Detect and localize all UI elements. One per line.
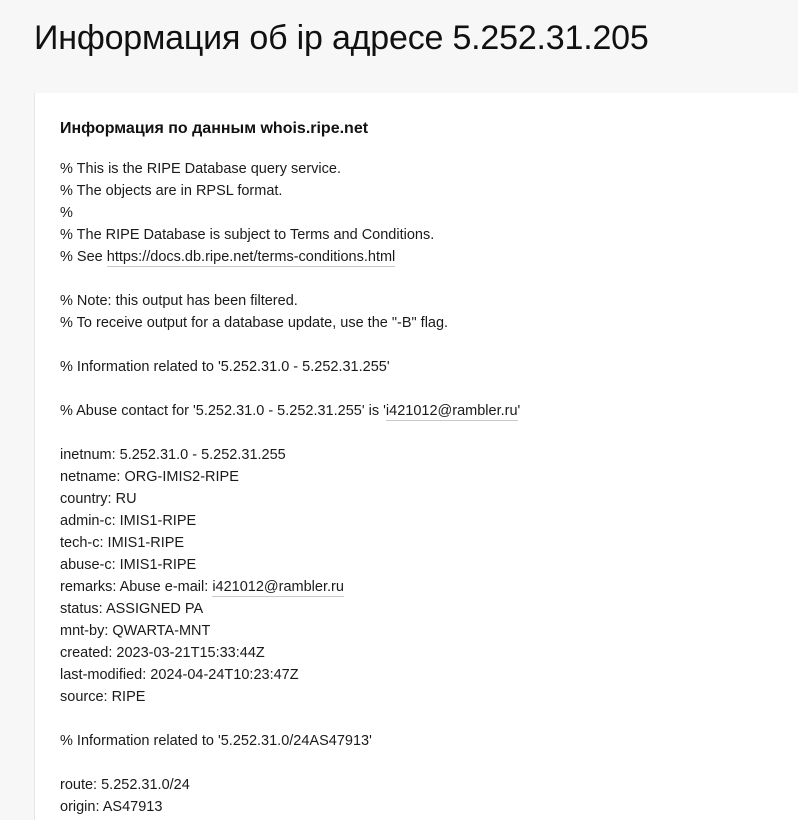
whois-line (60, 752, 788, 774)
whois-line: last-modified: 2024-04-24T10:23:47Z (60, 667, 299, 683)
whois-line (60, 246, 788, 268)
whois-line: abuse-c: IMIS1-RIPE (60, 557, 197, 573)
whois-line: admin-c: IMIS1-RIPE (60, 513, 197, 529)
whois-line (60, 334, 788, 356)
whois-line (60, 576, 788, 598)
whois-line (60, 422, 788, 444)
whois-line (60, 268, 788, 290)
whois-line: status: ASSIGNED PA (60, 601, 204, 617)
whois-line: inetnum: 5.252.31.0 - 5.252.31.255 (60, 447, 286, 463)
whois-line (60, 708, 788, 730)
whois-line: route: 5.252.31.0/24 (60, 777, 190, 793)
whois-line: netname: ORG-IMIS2-RIPE (60, 469, 239, 485)
whois-link[interactable]: i421012@rambler.ru (385, 403, 518, 419)
whois-card (34, 93, 798, 820)
whois-line: % Note: this output has been filtered. (60, 293, 298, 309)
whois-line: origin: AS47913 (60, 799, 163, 815)
whois-output (60, 158, 788, 818)
whois-line-text: ' (517, 403, 521, 419)
whois-line: % To receive output for a database update, use the "-B" flag. (60, 315, 449, 331)
whois-line: % The RIPE Database is subject to Terms and Conditions. (60, 227, 435, 243)
whois-link[interactable]: i421012@rambler.ru (212, 579, 344, 595)
whois-line: % This is the RIPE Database query service. (60, 161, 341, 177)
whois-line: % Information related to '5.252.31.0 - 5.252.31.255' (60, 359, 390, 375)
whois-link[interactable]: https://docs.db.ripe.net/terms-conditions.html (106, 249, 396, 265)
whois-line: country: RU (60, 491, 137, 507)
whois-line: % Information related to '5.252.31.0/24AS47913' (60, 733, 372, 749)
whois-line: created: 2023-03-21T15:33:44Z (60, 645, 265, 661)
whois-line (60, 378, 788, 400)
whois-heading: Информация по данным whois.ripe.net (60, 120, 369, 137)
whois-line: mnt-by: QWARTA-MNT (60, 623, 211, 639)
whois-line-text: remarks: Abuse e-mail: (60, 579, 213, 595)
whois-line-text: % See (60, 249, 107, 265)
whois-line (60, 400, 788, 422)
whois-line: % The objects are in RPSL format. (60, 183, 283, 199)
whois-line: % (60, 205, 73, 221)
whois-line: source: RIPE (60, 689, 146, 705)
whois-line-text: % Abuse contact for '5.252.31.0 - 5.252.31.255' is ' (60, 403, 386, 419)
whois-line: tech-c: IMIS1-RIPE (60, 535, 185, 551)
page-title: Информация об ip адресе 5.252.31.205 (34, 19, 649, 57)
